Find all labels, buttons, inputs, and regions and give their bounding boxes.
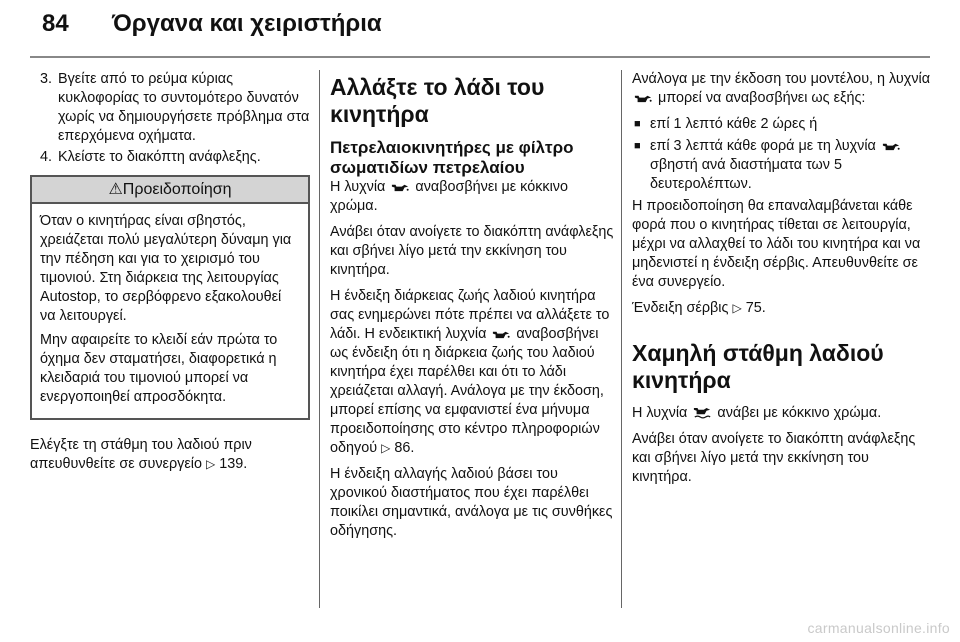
paragraph-text: Η λυχνία bbox=[632, 405, 688, 421]
header-rule bbox=[30, 56, 930, 58]
paragraph-text: αναβοσβήνει με κόκκινο χρώμα. bbox=[330, 179, 568, 214]
list-item bbox=[30, 148, 310, 167]
paragraph bbox=[330, 287, 615, 458]
bullet-text-part: σβηστή ανά διαστήματα των 5 δευτερολέπτων. bbox=[650, 157, 842, 192]
step-text: Βγείτε από το ρεύμα κύριας κυκλοφορίας το συντομότερο δυνατόν χωρίς να δημιουργήσετε πρόβλημα στα επερχόμενα οχήματα. bbox=[58, 71, 310, 144]
step-number: 3. bbox=[39, 71, 52, 87]
paragraph: Ανάβει όταν ανοίγετε το διακόπτη ανάφλεξης και σβήνει λίγο μετά την εκκίνηση του κινητήρα. bbox=[330, 224, 614, 278]
warning-body bbox=[32, 204, 308, 418]
paragraph-text: μπορεί να αναβοσβήνει ως εξής: bbox=[658, 90, 866, 106]
section-heading: Χαμηλή στάθμη λαδιού κινητήρα bbox=[632, 340, 884, 393]
warning-title: Προειδοποίηση bbox=[122, 181, 232, 198]
warning-paragraph: Μην αφαιρείτε το κλειδί εάν πρώτα το όχημα δεν σταματήσει, διαφορετικά η κλειδαριά του τιμονιού μπορεί να ενεργοποιηθεί απροσδόκητα. bbox=[40, 332, 278, 405]
page-reference[interactable]: 86. bbox=[394, 440, 415, 456]
paragraph-text: Ανάλογα με την έκδοση του μοντέλου, η λυχνία bbox=[632, 71, 931, 87]
oil-can-icon bbox=[634, 93, 652, 104]
bullet-text bbox=[650, 137, 932, 194]
page-ref-arrow-icon: ▷ bbox=[381, 441, 391, 455]
oil-can-icon bbox=[391, 182, 409, 193]
paragraph-text: Ένδειξη σέρβις bbox=[632, 300, 729, 316]
paragraph-text: Ελέγξτε τη στάθμη του λαδιού πριν απευθυνθείτε σε συνεργείο bbox=[30, 437, 252, 472]
oil-level-icon bbox=[693, 406, 711, 419]
paragraph: Η προειδοποίηση θα επαναλαμβάνεται κάθε φορά που ο κινητήρας τίθεται σε λειτουργία, μέχρι να αλλαχθεί το λάδι του κινητήρα και να μηδενιστεί η ένδειξη σέρβις. Απευθυνθείτε σε ένα συνεργείο. bbox=[632, 198, 921, 290]
paragraph-text: ανάβει με κόκκινο χρώμα. bbox=[717, 405, 882, 421]
column-divider bbox=[621, 70, 622, 608]
paragraph-text: αναβοσβήνει ως ένδειξη ότι η διάρκεια ζωής του λαδιού κινητήρα έχει παρέλθει και ότι το λάδι χρειάζεται αλλαγή. Ανάλογα με την έκδοση, μπορεί επίσης να εμφανιστεί ένα μήνυμα προειδοποίησης στο κέντρο πληροφοριών οδηγού bbox=[330, 326, 604, 456]
paragraph bbox=[632, 70, 932, 108]
page-reference[interactable]: 139. bbox=[219, 456, 248, 472]
bullet-square-icon: ■ bbox=[634, 118, 641, 130]
paragraph bbox=[30, 436, 310, 474]
section-heading: Αλλάξτε το λάδι του κινητήρα bbox=[330, 74, 545, 127]
page-title: Όργανα και χειριστήρια bbox=[112, 10, 382, 37]
bullet-square-icon: ■ bbox=[634, 140, 641, 152]
page-reference[interactable]: 75. bbox=[745, 300, 766, 316]
list-item bbox=[632, 115, 932, 134]
warning-header bbox=[32, 177, 308, 204]
paragraph-text: Η λυχνία bbox=[330, 179, 386, 195]
column-2 bbox=[330, 70, 615, 548]
column-3 bbox=[632, 70, 932, 494]
warning-box bbox=[30, 175, 310, 420]
paragraph bbox=[632, 404, 932, 423]
watermark: carmanualsonline.info bbox=[807, 620, 950, 636]
paragraph-text: Η ένδειξη διάρκειας ζωής λαδιού κινητήρα σας ενημερώνει πότε πρέπει να αλλάξετε το λάδι. Η ενδεικτική λυχνία bbox=[330, 288, 610, 342]
column-divider bbox=[319, 70, 320, 608]
oil-can-icon bbox=[882, 141, 900, 152]
warning-triangle-icon: ⚠ bbox=[108, 181, 123, 198]
step-number: 4. bbox=[39, 149, 52, 165]
paragraph bbox=[632, 299, 932, 318]
paragraph bbox=[330, 178, 615, 216]
bullet-text: επί 1 λεπτό κάθε 2 ώρες ή bbox=[650, 116, 818, 132]
warning-paragraph: Όταν ο κινητήρας είναι σβηστός, χρειάζεται πολύ μεγαλύτερη δύναμη για την πέδηση και για το χειρισμό του τιμονιού. Στη διάρκεια της λειτουργίας Autostop, το σερβόφρενο εξακολουθεί να λειτουργεί. bbox=[40, 213, 292, 324]
page-ref-arrow-icon: ▷ bbox=[205, 457, 216, 471]
bullet-text-part: επί 3 λεπτά κάθε φορά με τη λυχνία bbox=[650, 138, 876, 154]
list-item bbox=[30, 70, 310, 146]
column-1 bbox=[30, 70, 310, 481]
page-ref-arrow-icon: ▷ bbox=[732, 301, 742, 315]
subsection-heading: Πετρελαιοκινητήρες με φίλτρο σωματιδίων πετρελαίου bbox=[330, 138, 574, 177]
paragraph: Ανάβει όταν ανοίγετε το διακόπτη ανάφλεξης και σβήνει λίγο μετά την εκκίνηση του κινητήρα. bbox=[632, 431, 916, 485]
page-number: 84 bbox=[42, 10, 69, 37]
step-text: Κλείστε το διακόπτη ανάφλεξης. bbox=[58, 149, 261, 165]
paragraph: Η ένδειξη αλλαγής λαδιού βάσει του χρονικού διαστήματος που έχει παρέλθει ποικίλει σημαντικά, ανάλογα με τις συνθήκες οδήγησης. bbox=[330, 466, 613, 539]
oil-can-icon bbox=[492, 329, 510, 340]
list-item bbox=[632, 137, 932, 194]
